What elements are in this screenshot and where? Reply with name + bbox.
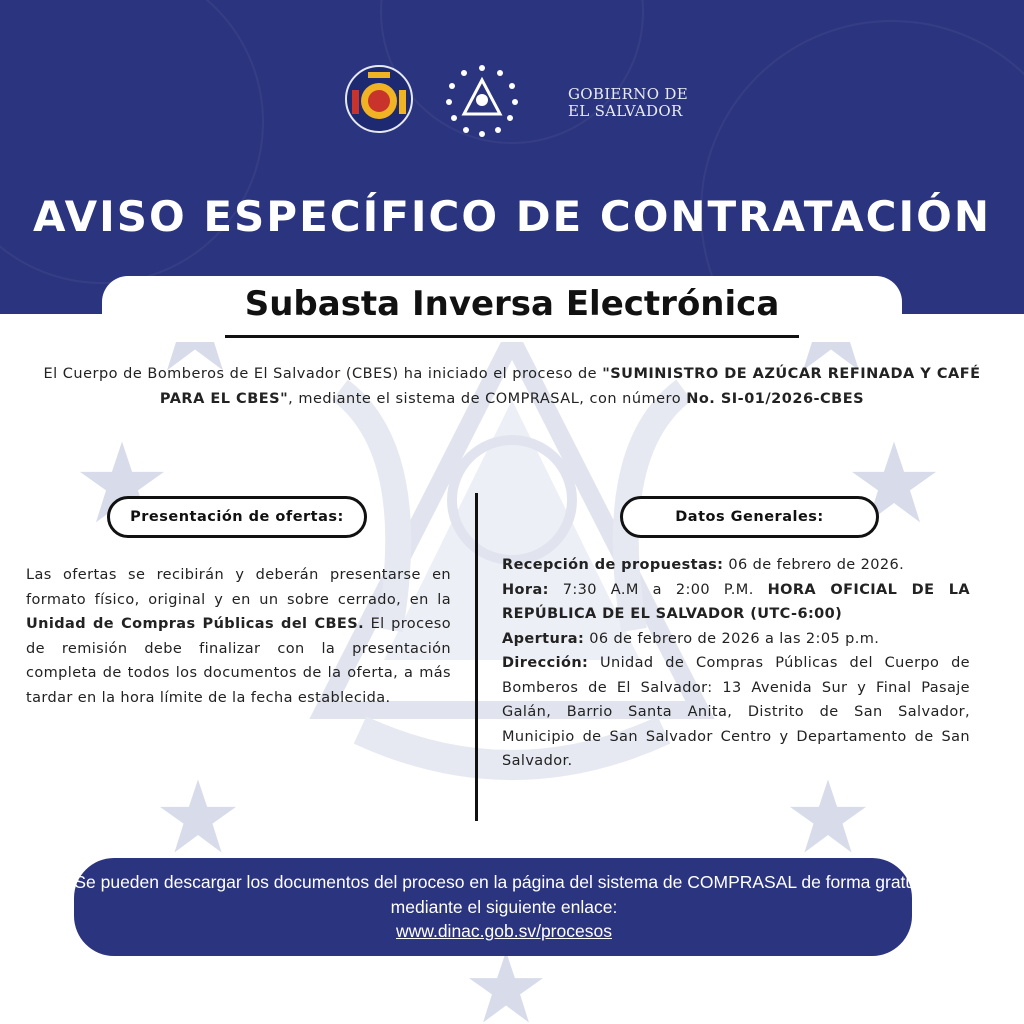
- footer-message: Se pueden descargar los documentos del proceso en la página del sistema de COMPRASAL de forma gratuita mediante el siguiente enlace:: [74, 872, 934, 917]
- opening-row: [502, 627, 970, 652]
- time-note: HORA OFICIAL DE LA REPÚBLICA DE EL SALVADOR (UTC-6:00): [502, 581, 970, 622]
- intro-text-1: El Cuerpo de Bomberos de El Salvador (CBES) ha iniciado el proceso de: [43, 366, 603, 382]
- reception-value: 06 de febrero de 2026.: [723, 557, 905, 573]
- process-number: No. SI-01/2026-CBES: [686, 391, 865, 407]
- page-title: AVISO ESPECÍFICO DE CONTRATACIÓN: [33, 192, 991, 241]
- gov-line-2: EL SALVADOR: [568, 102, 683, 120]
- address-row: [502, 651, 970, 774]
- offers-text-1: Las ofertas se recibirán y deberán presentarse en formato físico, original y en un sobre cerrado, en la: [26, 567, 451, 608]
- offers-text-2: El proceso de remisión debe finalizar con la presentación completa de todos los documentos de la oferta, a más tardar en la hora límite de la fecha establecida.: [26, 616, 451, 706]
- reception-label: Recepción de propuestas:: [502, 557, 724, 573]
- subtitle-underline: [225, 335, 799, 338]
- download-link[interactable]: www.dinac.gob.sv/procesos: [396, 921, 612, 941]
- logo-bar: [340, 62, 700, 138]
- opening-value: 06 de febrero de 2026 a las 2:05 p.m.: [584, 630, 880, 647]
- gov-line-1: GOBIERNO DE: [568, 85, 688, 103]
- watermark-star-icon: [466, 950, 546, 1024]
- header-band: [0, 0, 1024, 314]
- offers-submission-text: [26, 563, 451, 710]
- time-label: Hora:: [502, 581, 549, 598]
- reception-row: [502, 553, 970, 578]
- watermark-star-icon: [790, 778, 866, 854]
- intro-text-2: , mediante el sistema de COMPRASAL, con número: [288, 391, 687, 407]
- offers-unit-name: Unidad de Compras Públicas del CBES.: [26, 616, 364, 632]
- watermark-star-icon: [160, 778, 236, 854]
- general-data-text: [502, 553, 970, 774]
- column-divider: [475, 493, 478, 821]
- opening-label: Apertura:: [502, 630, 585, 647]
- government-wordmark: [568, 86, 688, 120]
- subtitle: Subasta Inversa Electrónica: [244, 284, 780, 324]
- heading-general-data: Datos Generales:: [620, 496, 879, 538]
- time-value: 7:30 A.M a 2:00 P.M.: [548, 581, 768, 598]
- cbes-logo-icon: [344, 64, 414, 134]
- time-row: [502, 578, 970, 627]
- process-name: "SUMINISTRO DE AZÚCAR REFINADA Y CAFÉ PARA EL CBES": [159, 366, 981, 407]
- address-value: Unidad de Compras Públicas del Cuerpo de Bomberos de El Salvador: 13 Avenida Sur y Final Pasaje Galán, Barrio Santa Anita, Distrito de San Salvador, Municipio de San Salvador Centro y Departamento de San Salvador.: [502, 655, 970, 769]
- address-label: Dirección:: [502, 655, 589, 671]
- intro-paragraph: [40, 362, 984, 412]
- heading-offers-submission: Presentación de ofertas:: [107, 496, 367, 538]
- coat-of-arms-logo-icon: [444, 62, 520, 138]
- footer-text: [74, 870, 934, 944]
